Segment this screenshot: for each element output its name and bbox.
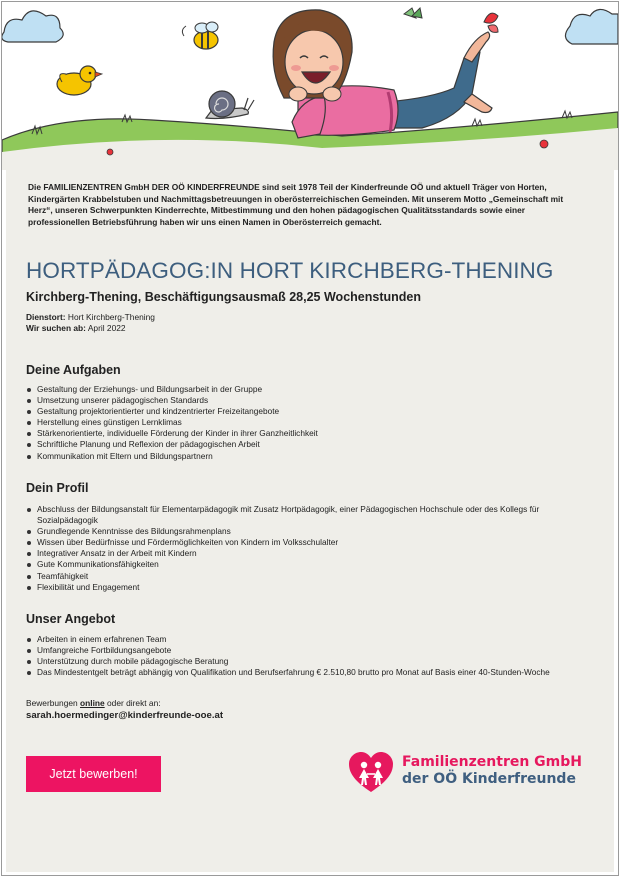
location-value: Hort Kirchberg-Thening xyxy=(67,312,155,322)
section-heading-angebot: Unser Angebot xyxy=(26,612,116,626)
list-item: Umsetzung unserer pädagogischen Standards xyxy=(26,395,586,406)
list-item: Herstellung eines günstigen Lernklimas xyxy=(26,417,586,428)
section-heading-profil: Dein Profil xyxy=(26,481,89,495)
content-area xyxy=(6,162,614,872)
section-heading-aufgaben: Deine Aufgaben xyxy=(26,363,121,377)
list-item: Das Mindestentgelt beträgt abhängig von Qualifikation und Berufserfahrung € 2.510,80 brutto pro Monat auf Basis einer 40-Stunden-Woche xyxy=(26,667,586,678)
job-ad-page xyxy=(1,1,619,876)
job-meta xyxy=(26,312,155,333)
list-item: Unterstützung durch mobile pädagogische Beratung xyxy=(26,656,586,667)
list-item: Schriftliche Planung und Reflexion der pädagogischen Arbeit xyxy=(26,439,586,450)
heart-logo-icon xyxy=(348,752,394,794)
apply-text-before: Bewerbungen xyxy=(26,698,81,708)
contact-email-link[interactable]: sarah.hoermedinger@kinderfreunde-ooe.at xyxy=(26,710,224,721)
apply-text xyxy=(26,698,161,710)
list-item: Arbeiten in einem erfahrenen Team xyxy=(26,634,586,645)
list-item: Flexibilität und Engagement xyxy=(26,582,586,593)
list-item: Gestaltung projektorientierter und kindzentrierter Freizeitangebote xyxy=(26,406,586,417)
list-item: Teamfähigkeit xyxy=(26,571,586,582)
list-item: Kommunikation mit Eltern und Bildungspartnern xyxy=(26,451,586,462)
online-apply-link[interactable]: online xyxy=(80,698,105,708)
company-logo xyxy=(348,752,598,794)
list-item: Grundlegende Kenntnisse des Bildungsrahmenplans xyxy=(26,526,586,537)
start-label: Wir suchen ab: xyxy=(26,322,86,333)
list-item: Stärkenorientierte, individuelle Förderung der Kinder in ihrer Ganzheitlichkeit xyxy=(26,428,586,439)
logo-wordmark xyxy=(402,754,582,788)
location-line xyxy=(26,312,155,323)
list-item: Gute Kommunikationsfähigkeiten xyxy=(26,559,586,570)
logo-line-1: Familienzentren GmbH xyxy=(402,754,582,770)
job-subtitle: Kirchberg-Thening, Beschäftigungsausmaß 28,25 Wochenstunden xyxy=(26,290,421,304)
profil-list xyxy=(26,504,586,593)
apply-now-button[interactable]: Jetzt bewerben! xyxy=(26,756,161,792)
list-item: Abschluss der Bildungsanstalt für Elementarpädagogik mit Zusatz Hortpädagogik, einer Pädagogischen Hochschule oder des Kollegs für Sozialpädagogik xyxy=(26,504,586,526)
list-item: Wissen über Bedürfnisse und Fördermöglichkeiten von Kindern im Volksschulalter xyxy=(26,537,586,548)
intro-paragraph: Die FAMILIENZENTREN GmbH DER OÖ KINDERFREUNDE sind seit 1978 Teil der Kinderfreunde OÖ und aktuell Träger von Horten, Kindergärten Krabbelstuben und Nachmittagsbetreuungen in oberösterreichischen Gemeinden. Mit unserem Motto „Gemeinschaft mit Herz“, unseren Schwerpunkten Kinderrechte, Mitbestimmung und den hohen pädagogischen Qualitätsstandards sowie einer professionellen Betriebsführung haben wir uns einen Namen in Oberösterreich gemacht. xyxy=(28,182,564,227)
list-item: Gestaltung der Erziehungs- und Bildungsarbeit in der Gruppe xyxy=(26,384,586,395)
angebot-list xyxy=(26,634,586,678)
logo-line-2: der OÖ Kinderfreunde xyxy=(402,771,576,787)
header-illustration xyxy=(2,2,618,170)
location-label: Dienstort: xyxy=(26,312,66,322)
job-title: HORTPÄDAGOG:IN HORT KIRCHBERG-THENING xyxy=(26,258,554,283)
list-item: Integrativer Ansatz in der Arbeit mit Kindern xyxy=(26,548,586,559)
apply-text-after: oder direkt an: xyxy=(104,698,161,708)
start-line xyxy=(26,323,155,334)
start-value: April 2022 xyxy=(87,322,126,333)
list-item: Umfangreiche Fortbildungsangebote xyxy=(26,645,586,656)
aufgaben-list xyxy=(26,384,586,462)
